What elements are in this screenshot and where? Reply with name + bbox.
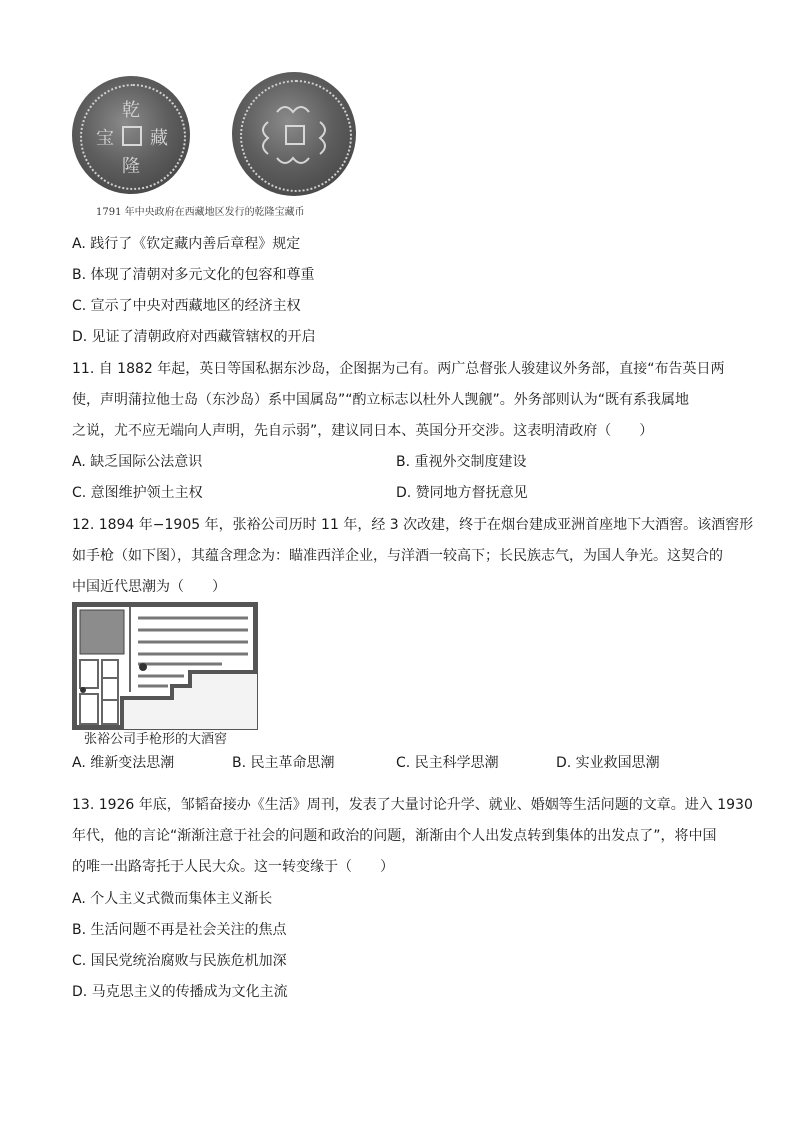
- q13-option-a: A. 个人主义式微而集体主义渐长: [72, 891, 273, 907]
- q10-option-c: C. 宣示了中央对西藏地区的经济主权: [72, 298, 301, 314]
- q13-option-c: C. 国民党统治腐败与民族危机加深: [72, 953, 287, 969]
- figure-caption: 1791 年中央政府在西藏地区发行的乾隆宝藏币: [96, 207, 305, 218]
- coin-reverse-image: [232, 72, 356, 196]
- q10-option-a: A. 践行了《钦定藏内善后章程》规定: [72, 236, 301, 252]
- coin-ornament-icon: [232, 72, 356, 196]
- q13-text-line: 年代，他的言论“渐渐注意于社会的问题和政治的问题，渐渐由个人出发点转到集体的出发点了”，将中国: [72, 828, 717, 844]
- coin-glyph: 隆: [122, 156, 140, 177]
- coin-glyph: 宝: [96, 128, 114, 149]
- q11-option-a: A. 缺乏国际公法意识: [72, 454, 203, 470]
- q12-option-c: C. 民主科学思潮: [396, 755, 499, 771]
- q10-option-d: D. 见证了清朝政府对西藏管辖权的开启: [72, 329, 316, 345]
- q13-option-b: B. 生活问题不再是社会关注的焦点: [72, 922, 287, 938]
- q12-text-line: 12. 1894 年−1905 年，张裕公司历时 11 年，经 3 次改建，终于在烟台建成亚洲首座地下大酒窖。该酒窖形: [72, 517, 754, 533]
- q11-text-line: 使，声明蒲拉他士岛（东沙岛）系中国属岛”“酌立标志以杜外人觊觎”。外务部则认为“既有系我属地: [72, 392, 690, 408]
- wine-cellar-floorplan-image: [72, 602, 258, 730]
- q12-option-a: A. 维新变法思潮: [72, 755, 175, 771]
- q12-option-b: B. 民主革命思潮: [232, 755, 335, 771]
- q11-text-line: 11. 自 1882 年起，英日等国私据东沙岛，企图据为己有。两广总督张人骏建议外务部，直接“布告英日两: [72, 361, 725, 377]
- q12-option-d: D. 实业救国思潮: [556, 755, 660, 771]
- coin-obverse-image: [72, 76, 190, 194]
- coin-glyph: 乾: [122, 100, 140, 121]
- q13-text-line: 的唯一出路寄托于人民大众。这一转变缘于（ ）: [72, 859, 394, 875]
- q13-option-d: D. 马克思主义的传播成为文化主流: [72, 984, 288, 1000]
- q12-figure-caption: 张裕公司手枪形的大酒窖: [84, 732, 228, 747]
- q12-text-line: 如手枪（如下图），其蕴含理念为：瞄准西洋企业，与洋酒一较高下；长民族志气，为国人争光。这契合的: [72, 548, 723, 564]
- coin-square-hole: [122, 126, 142, 146]
- coin-glyph: 藏: [150, 128, 168, 149]
- q11-option-d: D. 赞同地方督抚意见: [396, 485, 528, 501]
- q11-option-c: C. 意图维护领土主权: [72, 485, 203, 501]
- q11-text-line: 之说，尤不应无端向人声明，先自示弱”，建议同日本、英国分开交涉。这表明清政府（ ）: [72, 423, 654, 439]
- q13-text-line: 13. 1926 年底，邹韬奋接办《生活》周刊，发表了大量讨论升学、就业、婚姻等生活问题的文章。进入 1930: [72, 797, 753, 813]
- q10-option-b: B. 体现了清朝对多元文化的包容和尊重: [72, 267, 315, 283]
- q11-option-b: B. 重视外交制度建设: [396, 454, 527, 470]
- q12-text-line: 中国近代思潮为（ ）: [72, 579, 226, 595]
